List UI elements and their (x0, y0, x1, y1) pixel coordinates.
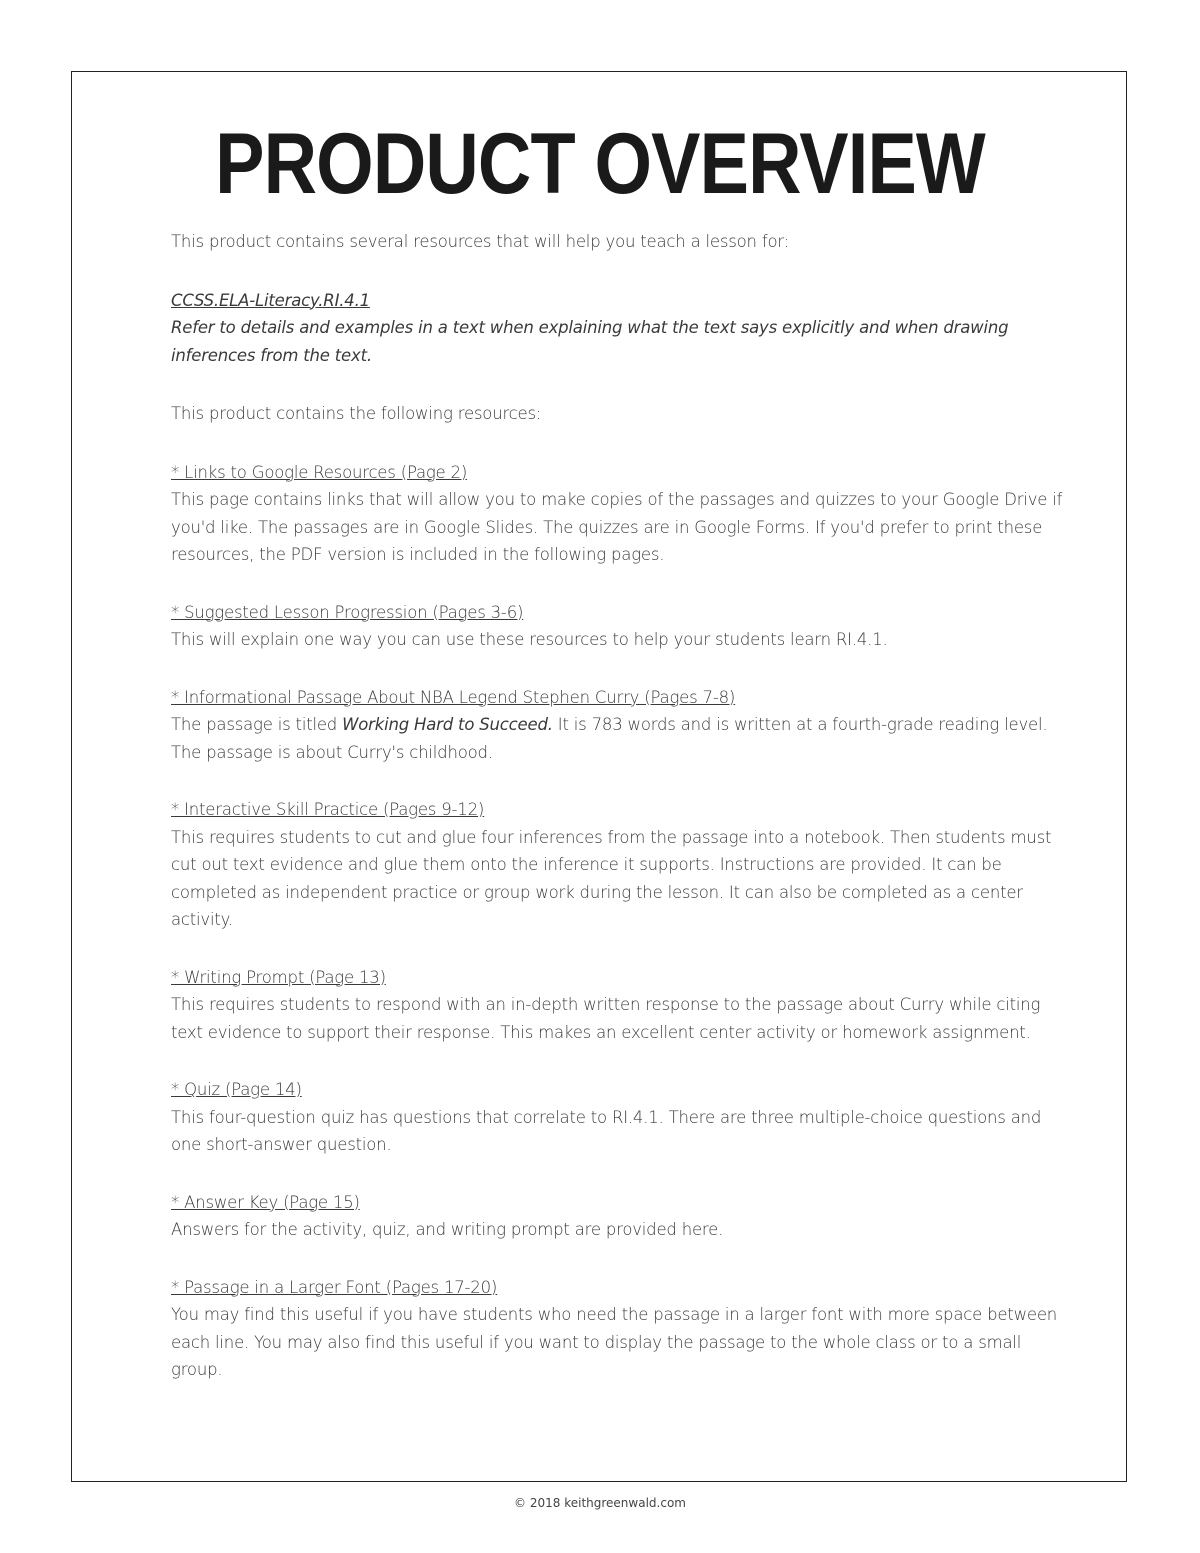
standard-code: CCSS.ELA-Literacy.RI.4.1 (171, 290, 370, 310)
section-writing-prompt (171, 964, 1076, 1047)
section-heading: * Interactive Skill Practice (Pages 9-12) (171, 800, 485, 819)
section-quiz (171, 1076, 1076, 1159)
section-body: Answers for the activity, quiz, and writing prompt are provided here. (171, 1220, 724, 1239)
section-lesson-progression (171, 599, 1076, 654)
intro-text: This product contains several resources that will help you teach a lesson for: (171, 232, 790, 251)
passage-title: Working Hard to Succeed. (342, 715, 553, 734)
page-title: PRODUCT OVERVIEW (215, 116, 985, 212)
section-heading: * Answer Key (Page 15) (171, 1192, 360, 1212)
section-body (171, 711, 1076, 766)
section-larger-font (171, 1274, 1076, 1384)
section-interactive-practice (171, 796, 1076, 934)
section-heading: * Links to Google Resources (Page 2) (171, 462, 468, 482)
section-body: This four-question quiz has questions that correlate to RI.4.1. There are three multiple-choice questions and one short-answer question. (171, 1107, 1042, 1154)
body-text-pre: The passage is titled (171, 715, 343, 734)
section-heading: * Informational Passage About NBA Legend Stephen Curry (Pages 7-8) (171, 687, 736, 707)
section-heading: * Writing Prompt (Page 13) (171, 967, 386, 987)
section-body: This requires students to cut and glue four inferences from the passage into a notebook. Then students must cut out text evidence and glue them onto the inference it supports. Instructions are provided. It can be completed as independent practice or group work during the lesson. It can also be completed as a center activity. (171, 827, 1052, 929)
section-heading: * Suggested Lesson Progression (Pages 3-6) (171, 602, 524, 622)
section-body: You may find this useful if you have students who need the passage in a larger font with more space between each line. You may also find this useful if you want to display the passage to the whole class or to a small group. (171, 1305, 1058, 1379)
section-body: This will explain one way you can use these resources to help your students learn RI.4.1. (171, 630, 888, 649)
copyright-footer: © 2018 keithgreenwald.com (514, 1496, 686, 1510)
section-heading: * Quiz (Page 14) (171, 1080, 302, 1099)
section-body: This page contains links that will allow you to make copies of the passages and quizzes to your Google Drive if you'd like. The passages are in Google Slides. The quizzes are in Google Forms. If you'd prefer to print these resources, the PDF version is included in the following pages. (171, 490, 1063, 564)
section-informational-passage (171, 684, 1076, 767)
section-heading: * Passage in a Larger Font (Pages 17-20) (171, 1277, 498, 1297)
overview-content (171, 228, 1076, 1384)
body-text-post: It is 783 words and is written at a fourth-grade reading level. The passage is about Curry's childhood. (171, 715, 1048, 762)
section-body: This requires students to respond with an in-depth written response to the passage about Curry while citing text evidence to support their response. This makes an excellent center activity or homework assignment. (171, 995, 1041, 1042)
section-google-resources (171, 459, 1076, 569)
standard-text: Refer to details and examples in a text when explaining what the text says explicitly and when drawing inferences from the text. (171, 318, 1009, 365)
section-answer-key (171, 1189, 1076, 1244)
resources-intro: This product contains the following resources: (171, 404, 542, 423)
